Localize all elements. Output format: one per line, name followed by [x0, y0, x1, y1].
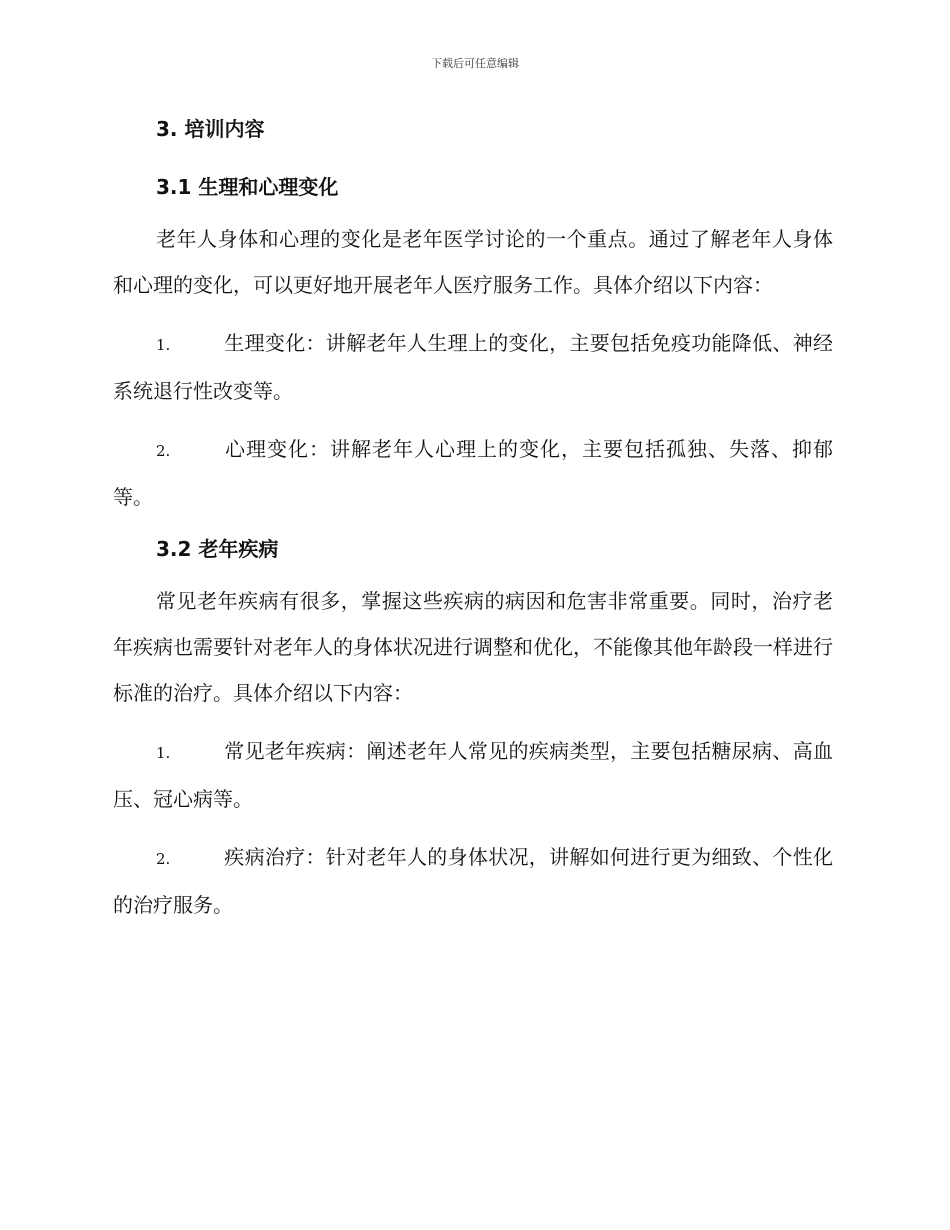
list-item [113, 728, 833, 822]
list-item [113, 320, 833, 414]
list-item [113, 834, 833, 928]
list-number: 1. [156, 336, 171, 354]
page-header: 下载后可任意编辑 [431, 57, 519, 70]
list-number: 1. [156, 744, 171, 762]
list-item-text: 心理变化：讲解老年人心理上的变化，主要包括孤独、失落、抑郁等。 [113, 437, 833, 509]
list-number: 2. [156, 850, 171, 868]
subsection-title-3-1: 3.1 生理和心理变化 [156, 175, 339, 199]
list-item-text: 常见老年疾病：阐述老年人常见的疾病类型，主要包括糖尿病、高血压、冠心病等。 [113, 739, 833, 811]
list-item-text: 疾病治疗：针对老年人的身体状况，讲解如何进行更为细致、个性化的治疗服务。 [113, 845, 833, 917]
list-item-text: 生理变化：讲解老年人生理上的变化，主要包括免疫功能降低、神经系统退行性改变等。 [113, 331, 833, 403]
subsection-title-3-2: 3.2 老年疾病 [156, 537, 279, 561]
list-number: 2. [156, 442, 171, 460]
document-body [113, 112, 833, 928]
paragraph-3-2-intro: 常见老年疾病有很多，掌握这些疾病的病因和危害非常重要。同时，治疗老年疾病也需要针对老年人的身体状况进行调整和优化，不能像其他年龄段一样进行标准的治疗。具体介绍以下内容： [113, 589, 833, 705]
list-item [113, 426, 833, 520]
paragraph-3-1-intro: 老年人身体和心理的变化是老年医学讨论的一个重点。通过了解老年人身体和心理的变化，可以更好地开展老年人医疗服务工作。具体介绍以下内容： [113, 227, 833, 297]
section-title: 3. 培训内容 [156, 117, 265, 141]
